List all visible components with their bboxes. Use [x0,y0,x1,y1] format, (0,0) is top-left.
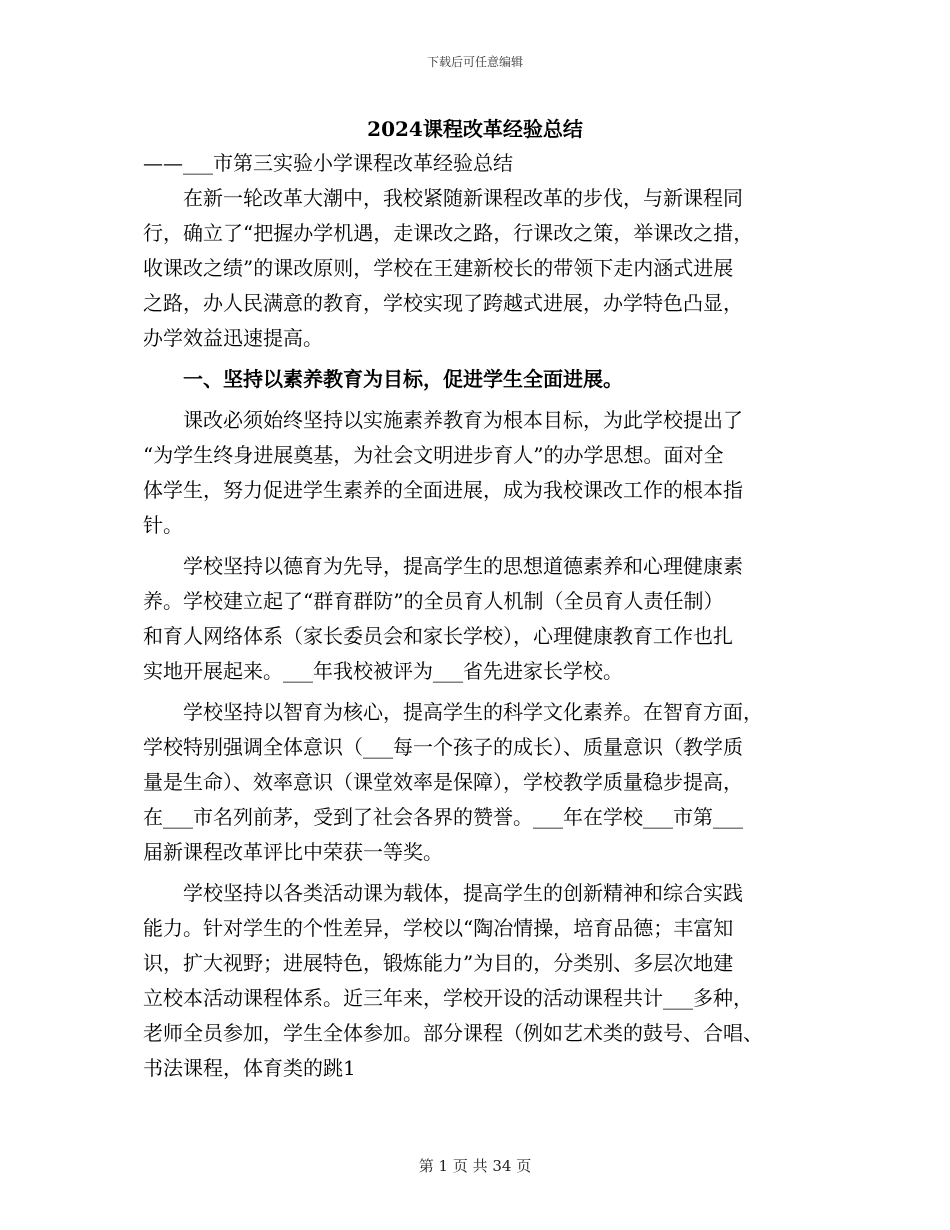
paragraph [143,695,808,870]
text-line: 在新一轮改革大潮中，我校紧随新课程改革的步伐，与新课程同 [143,186,743,210]
text-line: 书法课程，体育类的跳1 [143,1056,356,1080]
text-line: 行，确立了“把握办学机遇，走课改之路，行课改之策，举课改之措， [143,221,754,245]
text-line: 学校坚持以德育为先导，提高学生的思想道德素养和心理健康素 [143,554,743,578]
document-title: 2024课程改革经验总结 [367,117,583,141]
text-line: 针。 [143,513,183,537]
text-line: 体学生，努力促进学生素养的全面进展，成为我校课改工作的根本指 [143,478,743,502]
text-line: 在___市名列前茅，受到了社会各界的赞誉。___年在学校___市第___ [143,805,743,829]
text-line: 届新课程改革评比中荣获一等奖。 [143,840,443,864]
text-line: 收课改之绩”的课改原则，学校在王建新校长的带领下走内涵式进展 [143,256,734,280]
page-number: 第 1 页 共 34 页 [418,1157,532,1175]
intro-paragraph [143,181,808,356]
text-line: 办学效益迅速提高。 [143,326,323,350]
text-line: 课改必须始终坚持以实施素养教育为根本目标，为此学校提出了 [143,408,743,432]
text-line: 能力。针对学生的个性差异，学校以“陶冶情操，培育品德；丰富知 [143,916,734,940]
text-line: 和育人网络体系（家长委员会和家长学校），心理健康教育工作也扎 [143,624,733,648]
section-heading: 一、坚持以素养教育为目标，促进学生全面进展。 [143,367,623,391]
text-line: 学校坚持以智育为核心，提高学生的科学文化素养。在智育方面， [143,700,763,724]
text-line: 之路，办人民满意的教育，学校实现了跨越式进展，办学特色凸显， [143,291,743,315]
text-line: 养。学校建立起了“群育群防”的全员育人机制（全员育人责任制） [143,589,724,613]
paragraph [143,403,808,543]
paragraph [143,876,808,1086]
text-line: 老师全员参加，学生全体参加。部分课程（例如艺术类的鼓号、合唱、 [143,1021,763,1045]
header-note: 下载后可任意编辑 [426,55,523,69]
document-body [143,146,808,1086]
text-line: 学校坚持以各类活动课为载体，提高学生的创新精神和综合实践 [143,881,743,905]
text-line: 识，扩大视野；进展特色，锻炼能力”为目的，分类别、多层次地建 [143,951,734,975]
document-subtitle: ——___市第三实验小学课程改革经验总结 [143,151,513,175]
text-line: 立校本活动课程体系。近三年来，学校开设的活动课程共计___多种， [143,986,753,1010]
paragraph [143,549,808,689]
text-line: 实地开展起来。___年我校被评为___省先进家长学校。 [143,659,623,683]
text-line: 量是生命）、效率意识（课堂效率是保障），学校教学质量稳步提高， [143,770,743,794]
text-line: “为学生终身进展奠基，为社会文明进步育人”的办学思想。面对全 [143,443,724,467]
text-line: 学校特别强调全体意识（___每一个孩子的成长）、质量意识（教学质 [143,735,743,759]
